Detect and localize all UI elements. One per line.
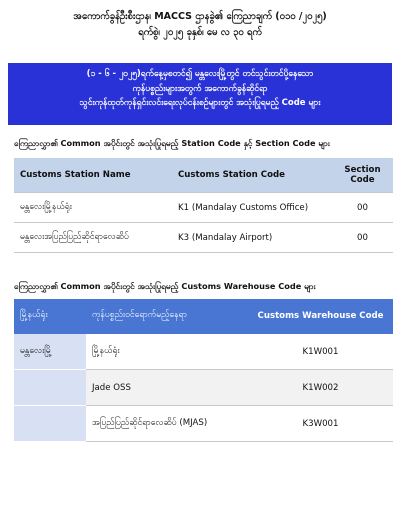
banner-line-1: (၁ - ၆ - ၂၀၂၅)ရက်နေ့မှစတင်၍ မန္တလေးမြို့တွင် တင်သွင်းတင်ပို့နေသော bbox=[86, 69, 314, 79]
township-cell-empty bbox=[14, 370, 86, 406]
station-name-cell: မန္တလေးမြို့နယ်ရုံး bbox=[14, 193, 172, 223]
warehouse-code-cell: K1W001 bbox=[248, 334, 393, 370]
banner-line-2: ကုန်ပစ္စည်းများအတွက် အကောက်ခွန်ဆိုင်ရာ bbox=[132, 83, 268, 94]
warehouse-code-cell: K1W002 bbox=[248, 370, 393, 406]
column-header-township: မြို့နယ်ရုံး bbox=[14, 299, 86, 334]
station-code-table bbox=[14, 158, 393, 253]
station-section-heading: ကြေညာလွှာ၏ Common အပိုင်းတွင် အသုံးပြုရမည့် Station Code နှင့် Section Code များ bbox=[14, 138, 330, 148]
column-header-station-name: Customs Station Name bbox=[14, 158, 172, 193]
table-row bbox=[14, 223, 393, 253]
column-header-warehouse-code: Customs Warehouse Code bbox=[248, 299, 393, 334]
entry-place-cell: အပြည်ပြည်ဆိုင်ရာလေဆိပ် (MJAS) bbox=[86, 406, 248, 442]
table-header-row bbox=[14, 158, 393, 193]
station-code-cell: K1 (Mandalay Customs Office) bbox=[172, 193, 332, 223]
township-cell-empty bbox=[14, 406, 86, 442]
banner-line-3: သွင်းကုန်ထုတ်ကုန်ရှင်းလင်းရေးလုပ်ငန်းစဉ်များတွင် အသုံးပြုရမည့် Code များ bbox=[79, 98, 321, 108]
document-title: အကောက်ခွန်ဦးစီးဌာန၊ MACCS ဌာနခွဲ၏ ကြေညာချက် (၀၁၀ /၂၀၂၅) bbox=[73, 11, 327, 22]
table-row bbox=[14, 193, 393, 223]
entry-place-cell: Jade OSS bbox=[86, 370, 248, 406]
table-row bbox=[14, 334, 393, 370]
warehouse-code-cell: K3W001 bbox=[248, 406, 393, 442]
warehouse-code-table bbox=[14, 299, 393, 442]
table-row bbox=[14, 370, 393, 406]
column-header-station-code: Customs Station Code bbox=[172, 158, 332, 193]
entry-place-cell: မြို့နယ်ရုံး bbox=[86, 334, 248, 370]
table-row bbox=[14, 406, 393, 442]
section-code-cell: 00 bbox=[332, 223, 393, 253]
township-cell: မန္တလေးမြို့ bbox=[14, 334, 86, 370]
column-header-entry-place: ကုန်ပစ္စည်းဝင်ရောက်မည့်နေရာ bbox=[86, 299, 248, 334]
table-header-row bbox=[14, 299, 393, 334]
station-name-cell: မန္တလေးအပြည်ပြည်ဆိုင်ရာလေဆိပ် bbox=[14, 223, 172, 253]
announcement-banner bbox=[8, 63, 392, 125]
column-header-section-code: Section Code bbox=[332, 158, 393, 193]
warehouse-section-heading: ကြေညာလွှာ၏ Common အပိုင်းတွင် အသုံးပြုရမည့် Customs Warehouse Code များ bbox=[14, 281, 316, 291]
document-date: ရက်စွဲ၊ ၂၀၂၅ ခုနှစ်၊ မေ လ ၃၀ ရက် bbox=[138, 27, 262, 38]
section-code-cell: 00 bbox=[332, 193, 393, 223]
station-code-cell: K3 (Mandalay Airport) bbox=[172, 223, 332, 253]
